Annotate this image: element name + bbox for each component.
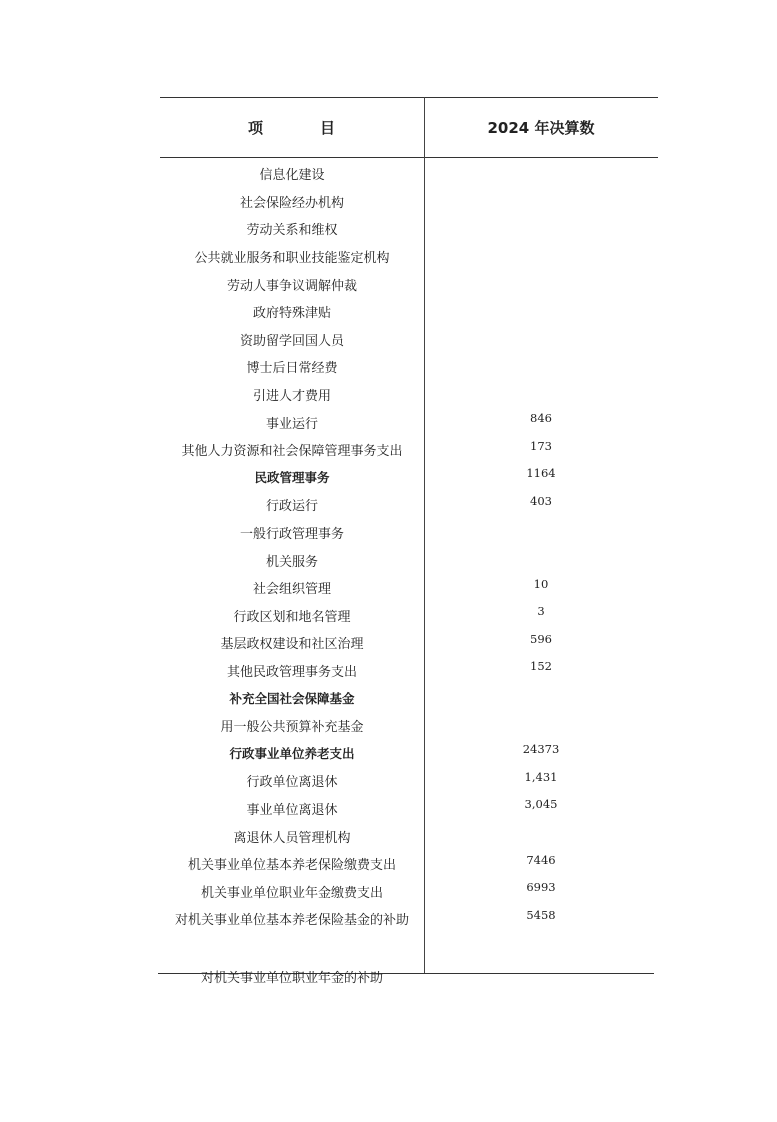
- row-amount: 3,045: [524, 797, 558, 812]
- row-item-name: 社会组织管理: [252, 582, 331, 598]
- row-amount: [424, 822, 658, 850]
- item-header-char-2: 目: [320, 118, 337, 137]
- row-item-name: 公共就业服务和职业技能鉴定机构: [194, 251, 390, 267]
- row-amount: 3: [537, 604, 545, 619]
- table-row: [160, 464, 658, 492]
- row-item-name: 机关事业单位职业年金缴费支出: [200, 885, 383, 901]
- table-row: [160, 933, 658, 991]
- table-row: [160, 877, 658, 905]
- table-row: [160, 795, 658, 823]
- table-row: [160, 491, 658, 519]
- row-item-name: 行政运行: [265, 499, 318, 515]
- row-item-name: 引进人才费用: [252, 389, 331, 405]
- table-row: [160, 188, 658, 216]
- row-amount: 1,431: [524, 769, 558, 784]
- item-header-char-1: 项: [247, 118, 264, 137]
- row-item-name: 对机关事业单位职业年金的补助: [200, 970, 383, 986]
- row-amount: 152: [530, 659, 552, 674]
- row-amount: 10: [533, 576, 549, 591]
- table-row: [160, 712, 658, 740]
- table-row: [160, 905, 658, 933]
- table-row: [160, 519, 658, 547]
- column-header-item: [160, 97, 424, 157]
- table-body: [160, 160, 658, 991]
- row-item-name: 博士后日常经费: [246, 361, 338, 377]
- row-item-name: 行政事业单位养老支出: [229, 746, 355, 762]
- row-amount: [424, 933, 658, 961]
- row-amount: [424, 270, 658, 298]
- row-item-name: 信息化建设: [259, 168, 325, 184]
- row-amount: [424, 215, 658, 243]
- table-row: [160, 298, 658, 326]
- row-item-name: 其他人力资源和社会保障管理事务支出: [181, 444, 403, 460]
- table-row: [160, 243, 658, 271]
- row-amount: [424, 684, 658, 712]
- row-item-name: 劳动人事争议调解仲裁: [226, 278, 357, 294]
- row-item-name: 用一般公共预算补充基金: [220, 720, 364, 736]
- row-amount: [424, 188, 658, 216]
- table-row: [160, 353, 658, 381]
- table-row: [160, 215, 658, 243]
- row-item-name: 社会保险经办机构: [239, 195, 344, 211]
- row-amount: [424, 160, 658, 188]
- table-row: [160, 574, 658, 602]
- table-row: [160, 326, 658, 354]
- row-item-name: 事业运行: [265, 416, 318, 432]
- row-amount: [424, 326, 658, 354]
- row-amount: 596: [530, 631, 552, 646]
- table-row: [160, 546, 658, 574]
- table-row: [160, 436, 658, 464]
- row-amount: 5458: [526, 907, 556, 922]
- row-item-name: 补充全国社会保障基金: [229, 691, 355, 707]
- row-amount: 403: [530, 493, 552, 508]
- row-item-name: 离退休人员管理机构: [233, 830, 351, 846]
- row-item-name: 机关服务: [265, 554, 318, 570]
- row-amount: [424, 353, 658, 381]
- table-row: [160, 850, 658, 878]
- row-item-name: 事业单位离退休: [246, 802, 338, 818]
- row-amount: [424, 519, 658, 547]
- table-row: [160, 657, 658, 685]
- row-amount: [424, 243, 658, 271]
- row-item-name: 政府特殊津贴: [252, 306, 331, 322]
- row-amount: 6993: [526, 880, 556, 895]
- table-row: [160, 684, 658, 712]
- row-item-name: 行政区划和地名管理: [233, 609, 351, 625]
- table-row: [160, 767, 658, 795]
- table-row: [160, 408, 658, 436]
- row-amount: [424, 381, 658, 409]
- row-amount: [424, 298, 658, 326]
- table-row: [160, 381, 658, 409]
- table-row: [160, 739, 658, 767]
- row-item-name: 基层政权建设和社区治理: [220, 637, 364, 653]
- row-item-name: 行政单位离退休: [246, 775, 338, 791]
- table-row: [160, 822, 658, 850]
- row-item-name: 劳动关系和维权: [246, 223, 338, 239]
- column-header-amount: 2024 年决算数: [487, 118, 595, 137]
- row-item-name: 对机关事业单位基本养老保险基金的补助: [174, 913, 409, 929]
- table-row: [160, 629, 658, 657]
- table-row: [160, 270, 658, 298]
- row-amount: 24373: [522, 742, 560, 757]
- row-amount: [424, 712, 658, 740]
- row-amount: 846: [530, 411, 552, 426]
- row-item-name: 一般行政管理事务: [239, 527, 344, 543]
- row-item-name: 民政管理事务: [254, 470, 330, 486]
- header-bottom-rule: [160, 157, 658, 158]
- row-item-name: 其他民政管理事务支出: [226, 664, 357, 680]
- table-row: [160, 602, 658, 630]
- table-row: [160, 160, 658, 188]
- row-amount: 173: [530, 438, 552, 453]
- row-item-name: 机关事业单位基本养老保险缴费支出: [187, 858, 396, 874]
- row-item-name: 资助留学回国人员: [239, 333, 344, 349]
- table-header: [160, 97, 658, 157]
- row-amount: [424, 546, 658, 574]
- row-amount: 1164: [526, 466, 556, 481]
- row-amount: 7446: [526, 852, 556, 867]
